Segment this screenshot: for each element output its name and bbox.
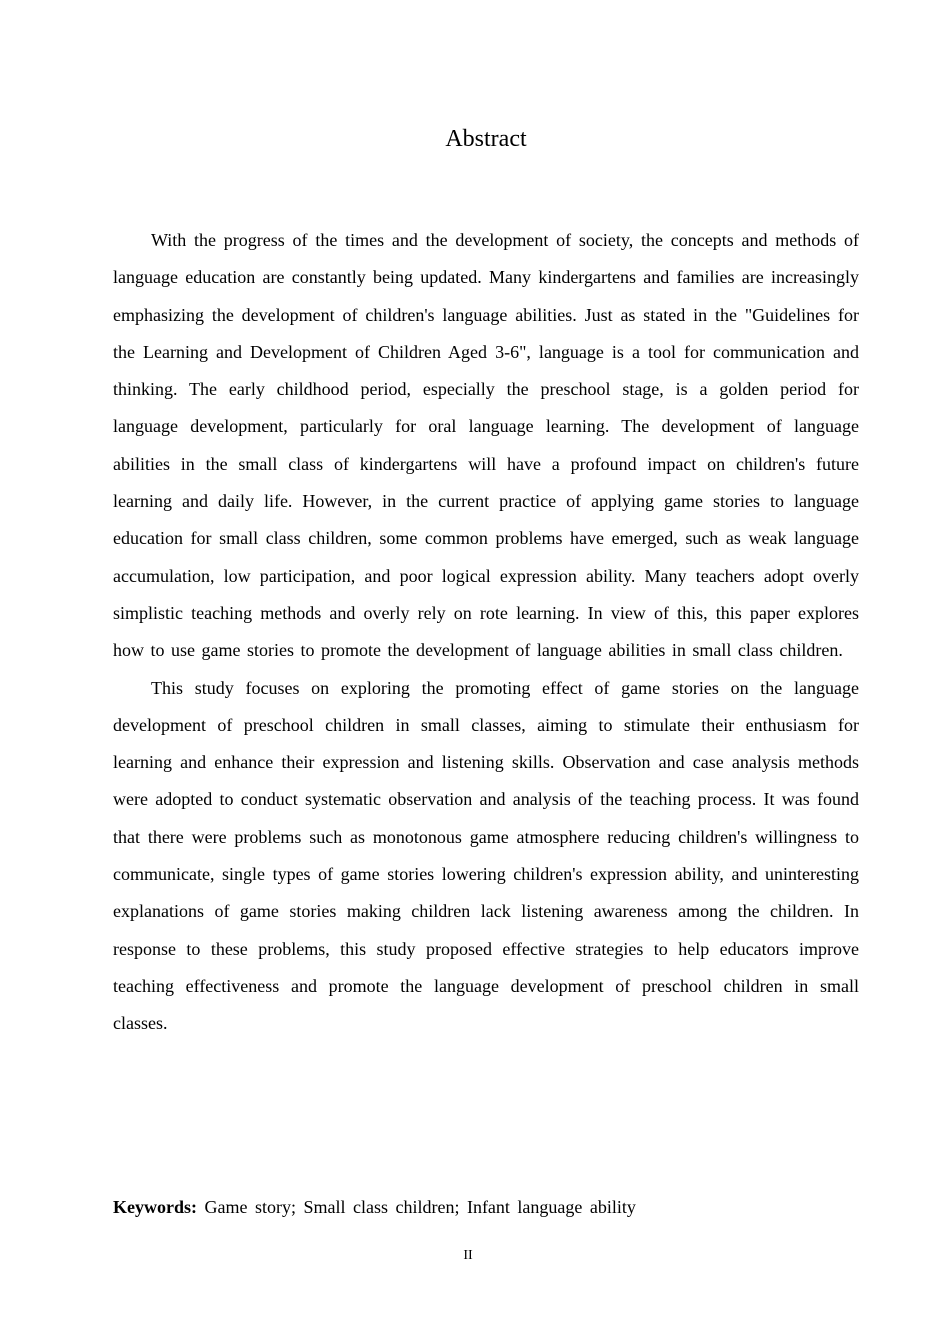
abstract-body [113, 222, 859, 1043]
page-number: II [463, 1248, 473, 1263]
keywords-line [113, 1192, 636, 1222]
keywords-value: Game story; Small class children; Infant language ability [204, 1197, 636, 1217]
abstract-paragraph-1: With the progress of the times and the development of society, the concepts and methods of language education are constantly being updated. Many kindergartens and families are increasingly emphasizing the development of children's language abilities. Just as stated in the "Guidelines for the Learning and Development of Children Aged 3-6", language is a tool for communication and thinking. The early childhood period, especially the preschool stage, is a golden period for language development, particularly for oral language learning. The development of language abilities in the small class of kindergartens will have a profound impact on children's future learning and daily life. However, in the current practice of applying game stories to language education for small class children, some common problems have emerged, such as weak language accumulation, low participation, and poor logical expression ability. Many teachers adopt overly simplistic teaching methods and overly rely on rote learning. In view of this, this paper explores how to use game stories to promote the development of language abilities in small class children. [113, 230, 859, 661]
abstract-paragraph-2: This study focuses on exploring the promoting effect of game stories on the language development of preschool children in small classes, aiming to stimulate their enthusiasm for learning and enhance their expression and listening skills. Observation and case analysis methods were adopted to conduct systematic observation and analysis of the teaching process. It was found that there were problems such as monotonous game atmosphere reducing children's willingness to communicate, single types of game stories lowering children's expression ability, and uninteresting explanations of game stories making children lack listening awareness among the children. In response to these problems, this study proposed effective strategies to help educators improve teaching effectiveness and promote the language development of preschool children in small classes. [113, 677, 859, 1034]
keywords-label: Keywords: [113, 1197, 197, 1217]
abstract-title: Abstract [445, 126, 527, 152]
